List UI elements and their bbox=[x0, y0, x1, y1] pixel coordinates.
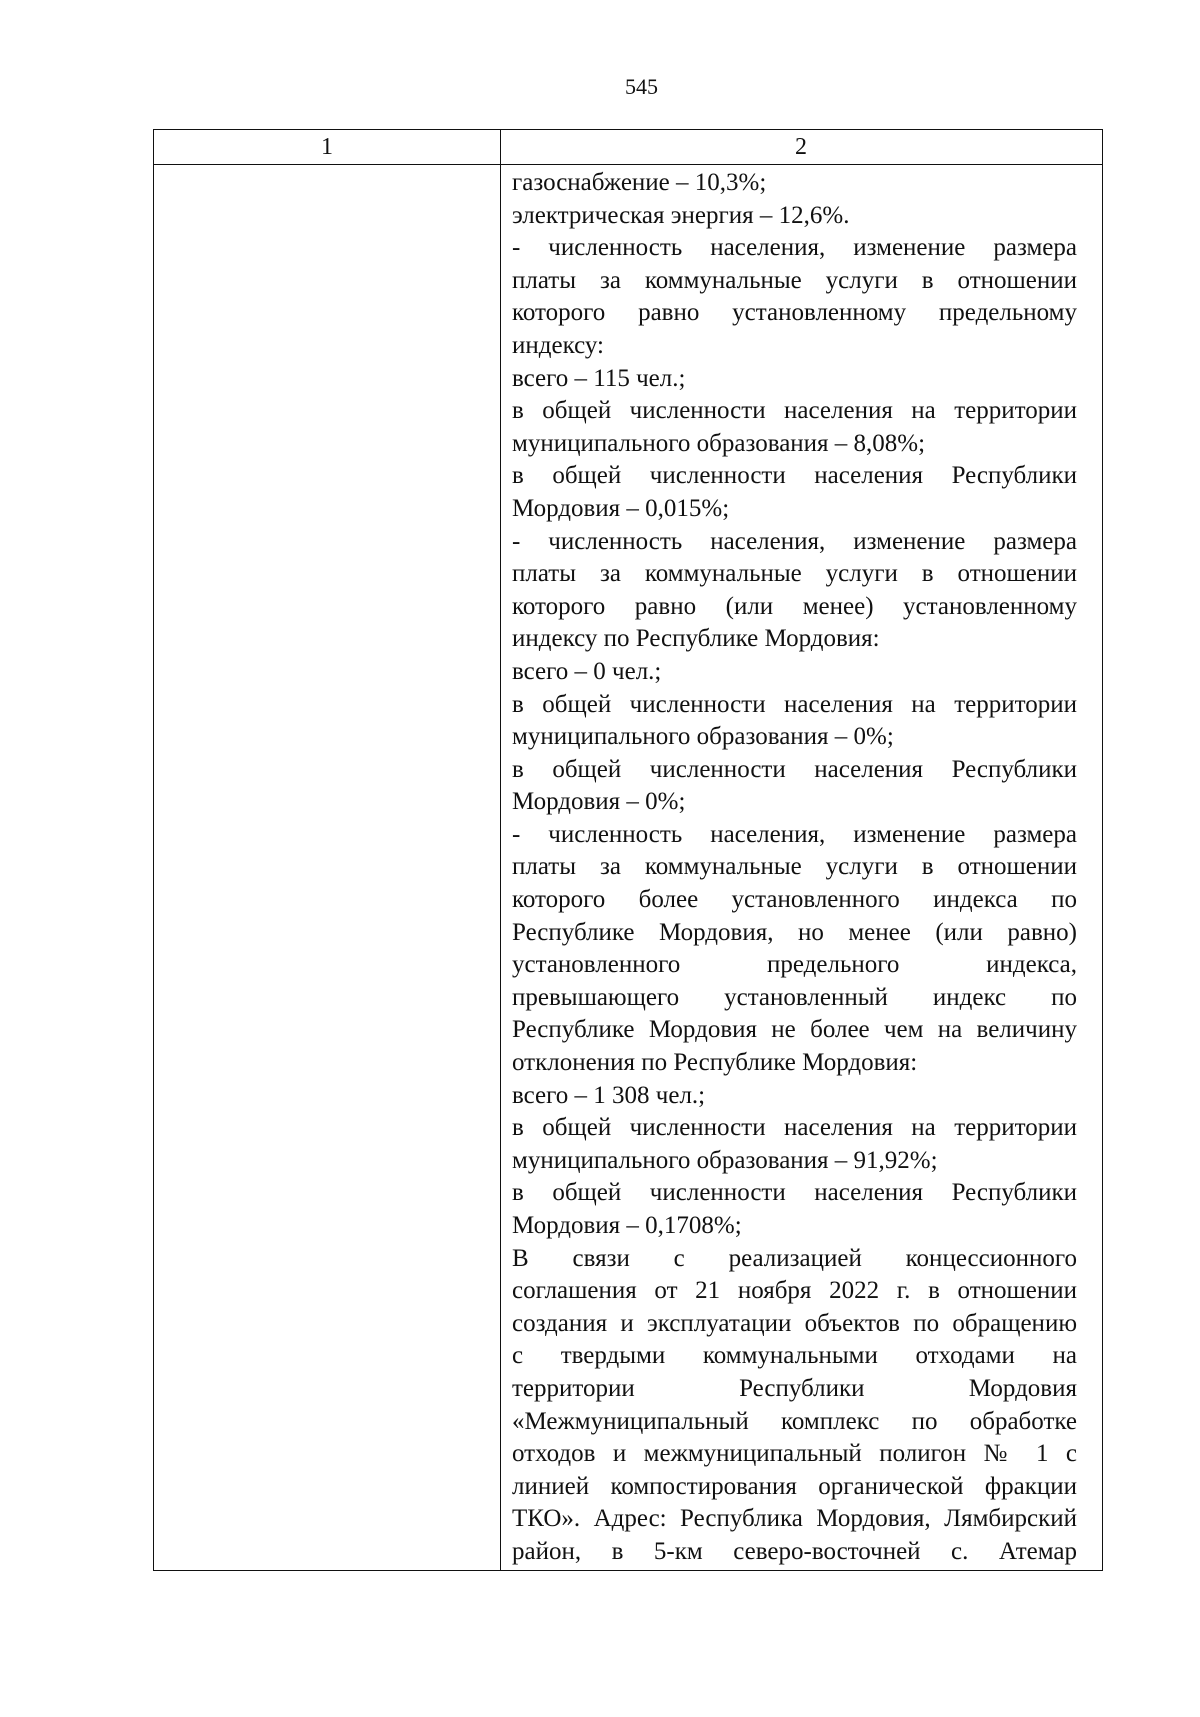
text-line: отклонения по Республике Мордовия: bbox=[512, 1049, 918, 1077]
text-line: которого равно установленному предельному bbox=[512, 299, 1077, 327]
text-line: платы за коммунальные услуги в отношении bbox=[512, 560, 1077, 588]
text-line: - численность населения, изменение размера bbox=[512, 820, 1077, 848]
text-line: линией компостирования органической фракции bbox=[512, 1472, 1077, 1500]
text-line: отходов и межмуниципальный полигон № 1 с bbox=[512, 1440, 1077, 1468]
text-line: индексу по Республике Мордовия: bbox=[512, 625, 880, 653]
text-line: платы за коммунальные услуги в отношении bbox=[512, 266, 1077, 294]
text-line: Республике Мордовия, но менее (или равно) bbox=[512, 918, 1077, 946]
text-line: газоснабжение – 10,3%; bbox=[512, 169, 767, 196]
text-line: Мордовия – 0,015%; bbox=[512, 494, 730, 522]
document-table bbox=[153, 129, 1103, 1571]
page-number: 545 bbox=[625, 74, 658, 99]
text-line: с твердыми коммунальными отходами на bbox=[512, 1342, 1077, 1370]
text-line: ТКО». Адрес: Республика Мордовия, Лямбирский bbox=[512, 1505, 1077, 1533]
text-line: в общей численности населения Республики bbox=[512, 462, 1077, 490]
text-line: превышающего установленный индекс по bbox=[512, 983, 1077, 1011]
column-header-1: 1 bbox=[321, 134, 333, 160]
text-line: территории Республики Мордовия bbox=[512, 1374, 1077, 1402]
text-line: - численность населения, изменение размера bbox=[512, 527, 1077, 555]
column-divider bbox=[500, 130, 501, 1570]
text-line: муниципального образования – 8,08%; bbox=[512, 429, 926, 457]
text-line: установленного предельного индекса, bbox=[512, 951, 1077, 979]
text-line: всего – 115 чел.; bbox=[512, 364, 686, 392]
text-line: всего – 0 чел.; bbox=[512, 657, 662, 685]
text-line: индексу: bbox=[512, 331, 604, 359]
text-line: соглашения от 21 ноября 2022 г. в отношении bbox=[512, 1277, 1077, 1305]
text-line: в общей численности населения на территории bbox=[512, 690, 1077, 718]
text-line: которого равно (или менее) установленному bbox=[512, 592, 1077, 620]
table-cell-column-2 bbox=[512, 167, 1077, 1569]
text-line: платы за коммунальные услуги в отношении bbox=[512, 853, 1077, 881]
text-line: район, в 5-км северо-восточней с. Атемар bbox=[512, 1537, 1077, 1565]
text-line: Мордовия – 0%; bbox=[512, 788, 686, 816]
text-line: муниципального образования – 91,92%; bbox=[512, 1146, 938, 1174]
text-line: в общей численности населения на территории bbox=[512, 397, 1077, 425]
text-line: в общей численности населения Республики bbox=[512, 755, 1077, 783]
text-line: всего – 1 308 чел.; bbox=[512, 1081, 706, 1109]
text-line: В связи с реализацией концессионного bbox=[512, 1244, 1077, 1272]
text-line: муниципального образования – 0%; bbox=[512, 723, 894, 751]
text-line: Мордовия – 0,1708%; bbox=[512, 1212, 742, 1239]
table-cell-column-1 bbox=[154, 165, 500, 1570]
text-line: которого более установленного индекса по bbox=[512, 886, 1077, 914]
column-header-2: 2 bbox=[795, 134, 807, 160]
text-line: Республике Мордовия не более чем на величину bbox=[512, 1016, 1077, 1044]
text-line: в общей численности населения на территории bbox=[512, 1114, 1077, 1142]
text-line: в общей численности населения Республики bbox=[512, 1179, 1077, 1207]
text-line: электрическая энергия – 12,6%. bbox=[512, 201, 850, 229]
text-line: создания и эксплуатации объектов по обращению bbox=[512, 1309, 1077, 1337]
text-line: - численность населения, изменение размера bbox=[512, 234, 1077, 262]
text-line: «Межмуниципальный комплекс по обработке bbox=[512, 1407, 1077, 1435]
